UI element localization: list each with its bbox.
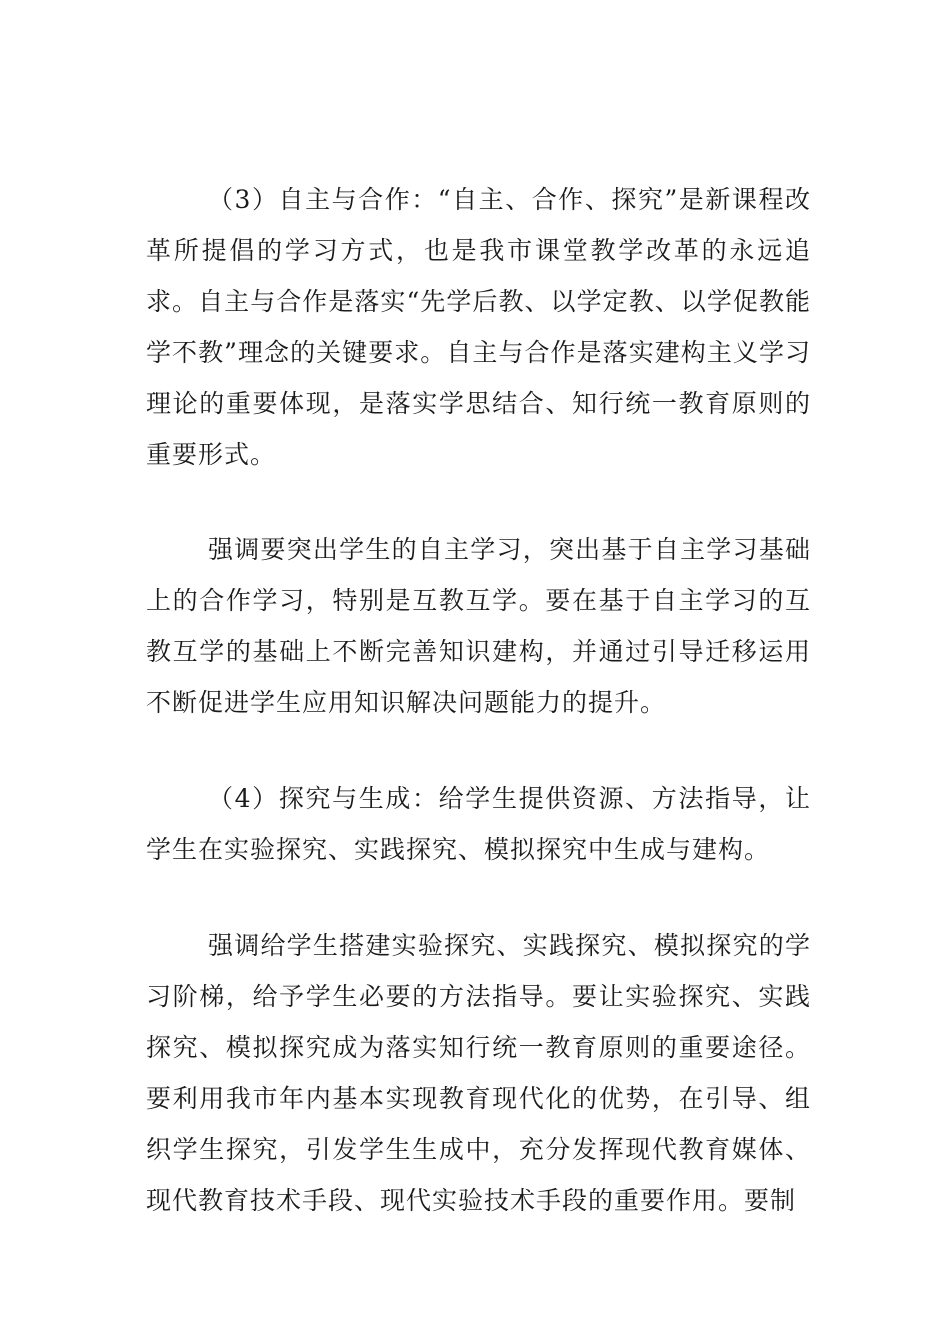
paragraph-section-4-emphasis: 强调给学生搭建实验探究、实践探究、模拟探究的学习阶梯，给予学生必要的方法指导。要让实验探究、实践探究、模拟探究成为落实知行统一教育原则的重要途径。要利用我市年内基本实现教育现代化的优势，在引导、组织学生探究，引发学生生成中，充分发挥现代教育媒体、现代教育技术手段、现代实验技术手段的重要作用。要制 xyxy=(146,931,811,1215)
paragraph-section-3-emphasis: 强调要突出学生的自主学习，突出基于自主学习基础上的合作学习，特别是互教互学。要在基于自主学习的互教互学的基础上不断完善知识建构，并通过引导迁移运用不断促进学生应用知识解决问题能力的提升。 xyxy=(146,535,811,717)
paragraph-section-3: （3）自主与合作：“自主、合作、探究”是新课程改革所提倡的学习方式，也是我市课堂教学改革的永远追求。自主与合作是落实“先学后教、以学定教、以学促教能学不教”理念的关键要求。自主与合作是落实建构主义学习理论的重要体现，是落实学思结合、知行统一教育原则的重要形式。 xyxy=(146,185,811,469)
paragraph-section-4: （4）探究与生成：给学生提供资源、方法指导，让学生在实验探究、实践探究、模拟探究中生成与建构。 xyxy=(146,784,811,864)
